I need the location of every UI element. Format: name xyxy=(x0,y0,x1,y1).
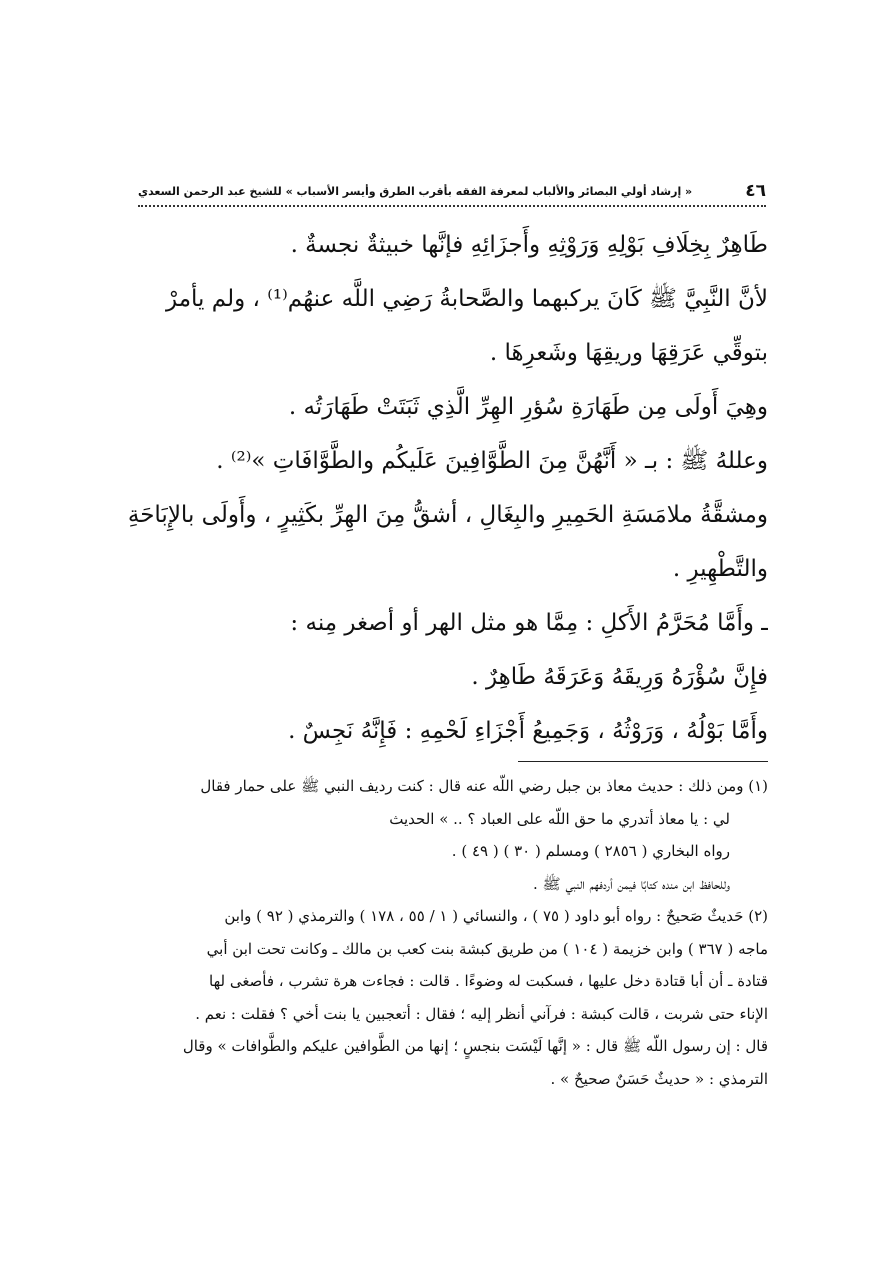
footnote-line: (١) ومن ذلك : حديث معاذ بن جبل رضي اللّه عنه قال : كنت رديف النبي ﷺ على حمار فقال xyxy=(200,777,768,795)
text-line: والتَّطْهِيرِ . xyxy=(672,556,768,582)
footnote-line: قال : إن رسول اللّه ﷺ قال : « إنَّها لَيْسَت بنجسٍ ؛ إنها من الطَّوافين عليكم والطَّوافات » وقال xyxy=(182,1037,768,1055)
footnote-line: الإناء حتى شربت ، قالت كبشة : فرآني أنظر إليه ؛ فقال : أتعجبين يا بنت أخي ؟ فقلت : نعم . xyxy=(195,1004,768,1023)
footnote-line: رواه البخاري ( ٢٨٥٦ ) ومسلم ( ٣٠ ) ( ٤٩ ) . xyxy=(451,842,730,860)
footnote-divider xyxy=(518,761,768,762)
footnote-line: (٢) حَديثٌ صَحيحٌ : رواه أبو داود ( ٧٥ ) ، والنسائي ( ١ / ٥٥ ، ١٧٨ ) والترمذي ( ٩٢ ) وابن xyxy=(224,907,768,925)
footnote-line: لي : يا معاذ أتدري ما حق اللّه على العباد ؟ .. » الحديث xyxy=(389,809,730,828)
footnote-line: ماجه ( ٣٦٧ ) وابن خزيمة ( ١٠٤ ) من طريق كبشة بنت كعب بن مالك ـ وكانت تحت ابن أبي xyxy=(206,939,768,958)
text-line: بتوقِّي عَرَقِهَا وريقِهَا وشَعرِهَا . xyxy=(489,340,768,366)
text-line: وهِيَ أَولَى مِن طَهَارَةِ سُؤرِ الهِرِّ الَّذِي ثَبَتَتْ طَهَارَتُه . xyxy=(288,394,768,420)
text-line: فإِنَّ سُؤْرَهُ وَرِيقَهُ وَعَرَقَهُ طَاهِرٌ . xyxy=(471,664,768,690)
running-title: « إرشاد أولي البصائر والألباب لمعرفة الفقه بأقرب الطرق وأيسر الأسباب » للشيخ عبد الرحمن السعدي xyxy=(138,184,693,198)
text-line: ـ وأَمَّا مُحَرَّمُ الأَكلِ : مِمَّا هو مثل الهر أو أصغر مِنه : xyxy=(290,610,768,636)
footnotes xyxy=(128,770,768,1095)
main-text xyxy=(128,218,768,758)
header-divider xyxy=(138,205,766,207)
text-line: لأنَّ النَّبِيَّ ﷺ كَانَ يركبهما والصَّحابةُ رَضِي اللَّه عنهُم⁽¹⁾ ، ولم يأمرْ xyxy=(166,286,768,312)
text-line: وعللهُ ﷺ : بـ « أَنَّهُنَّ مِنَ الطَّوَّافِينَ عَلَيكُم والطَّوَّافَاتِ »⁽²⁾ . xyxy=(216,448,768,474)
footnote-line: الترمذي : « حديثٌ حَسَنٌ صحيحٌ » . xyxy=(550,1069,768,1088)
footnote-line: وللحافظ ابن منده كتابًا فيمن أردفهم النبي ﷺ . xyxy=(533,874,730,893)
text-line: طَاهِرٌ بِخِلَافِ بَوْلِهِ وَرَوْثِهِ وأَجزَائِهِ فإنَّها خبيثةٌ نجسةٌ . xyxy=(290,232,768,258)
text-line: وأَمَّا بَوْلُهُ ، وَرَوْثُهُ ، وَجَمِيعُ أَجْزَاءِ لَحْمِهِ : فَإِنَّهُ نَجِسٌ . xyxy=(288,718,768,744)
page-number: ٤٦ xyxy=(745,181,766,201)
page-header xyxy=(138,180,766,202)
text-line: ومشقَّةُ ملامَسَةِ الحَمِيرِ والبِغَالِ ، أشقُّ مِنَ الهِرِّ بكَثِيرٍ ، وأَولَى بالإِبَاحَةِ xyxy=(128,502,768,528)
footnote-line: قتادة ـ أن أبا قتادة دخل عليها ، فسكبت له وضوءًا . قالت : فجاءت هرة تشرب ، فأصغى لها xyxy=(209,972,768,990)
